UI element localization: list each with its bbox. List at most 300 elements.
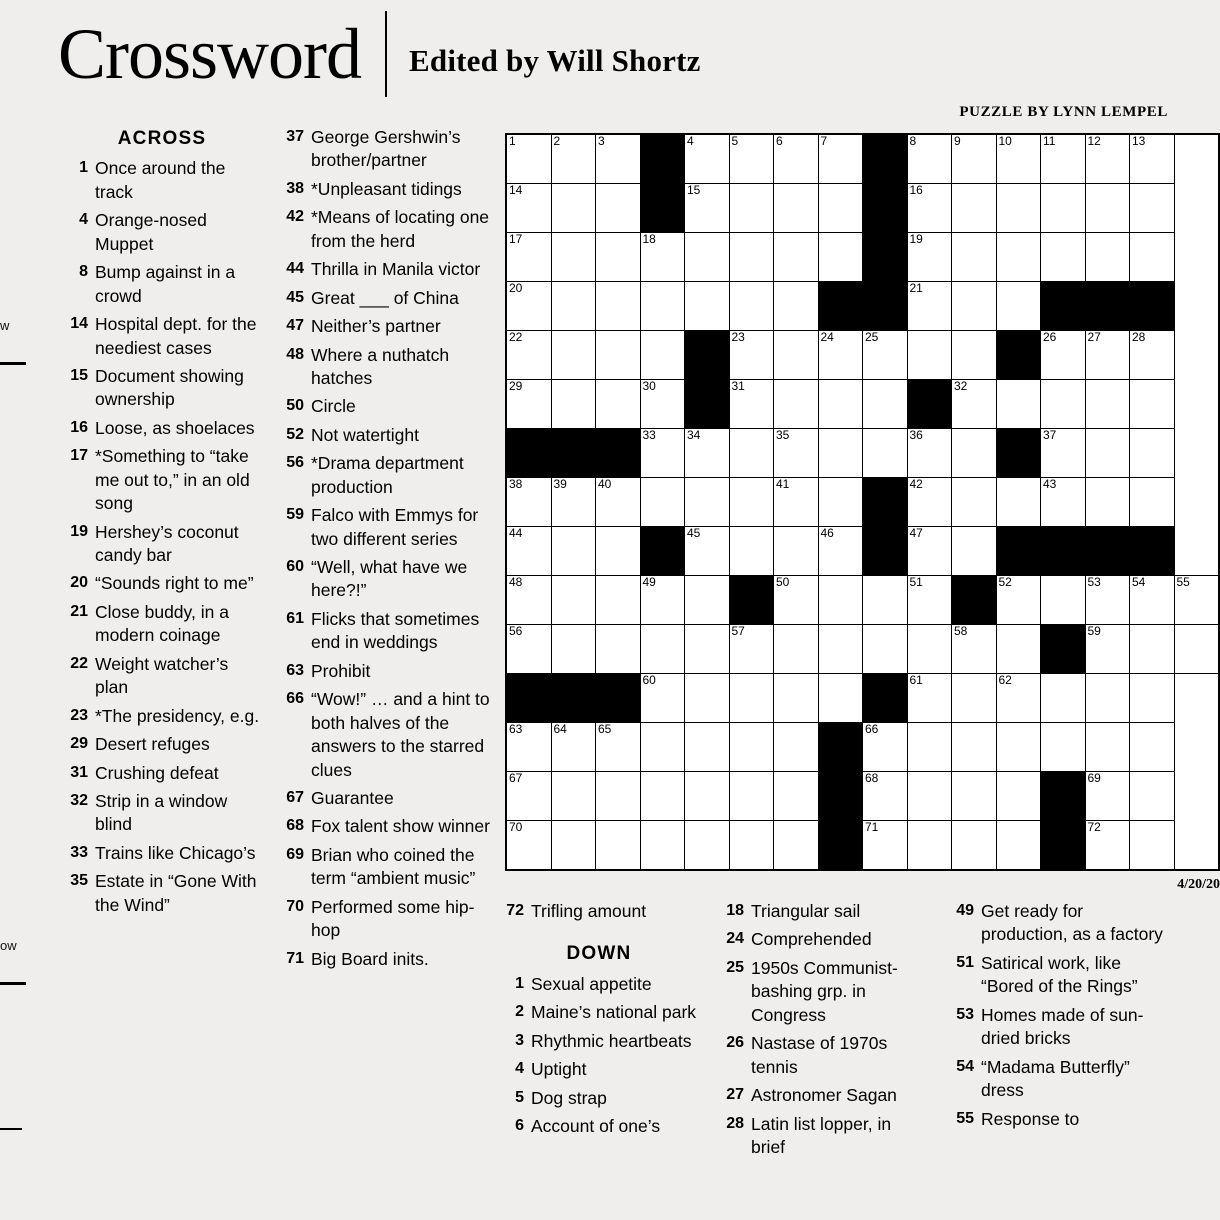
- list-item[interactable]: [498, 900, 700, 923]
- grid-cell[interactable]: [729, 772, 774, 821]
- grid-cell[interactable]: [818, 625, 863, 674]
- grid-cell[interactable]: [774, 674, 819, 723]
- list-item[interactable]: [62, 445, 262, 515]
- margin-rule-bottom: [0, 982, 26, 985]
- grid-cell[interactable]: [1041, 233, 1086, 282]
- grid-cell[interactable]: [640, 233, 685, 282]
- grid-cell[interactable]: [685, 772, 730, 821]
- list-item[interactable]: [62, 653, 262, 700]
- grid-cell[interactable]: [907, 625, 952, 674]
- grid-cell[interactable]: [729, 380, 774, 429]
- grid-cell[interactable]: [996, 821, 1041, 871]
- grid-cell[interactable]: [551, 576, 596, 625]
- grid-cell[interactable]: [596, 184, 641, 233]
- grid-cell[interactable]: [996, 723, 1041, 772]
- grid-cell[interactable]: [1085, 723, 1130, 772]
- grid-cell[interactable]: [596, 723, 641, 772]
- grid-cell-number: 2: [553, 134, 561, 148]
- grid-cell[interactable]: [596, 478, 641, 527]
- grid-cell[interactable]: [818, 527, 863, 576]
- grid-cell[interactable]: [506, 772, 551, 821]
- grid-cell[interactable]: [551, 331, 596, 380]
- grid-cell[interactable]: [729, 184, 774, 233]
- grid-cell[interactable]: [818, 478, 863, 527]
- grid-cell[interactable]: [506, 380, 551, 429]
- grid-cell[interactable]: [774, 134, 819, 184]
- grid-cell[interactable]: [1041, 380, 1086, 429]
- list-item[interactable]: [62, 870, 262, 917]
- grid-cell[interactable]: [907, 282, 952, 331]
- clue-text: Weight watcher’s plan: [95, 653, 229, 698]
- list-item[interactable]: [278, 287, 490, 310]
- grid-cell[interactable]: [1085, 478, 1130, 527]
- grid-cell[interactable]: [863, 821, 908, 871]
- grid-block-cell: [863, 282, 908, 331]
- grid-cell[interactable]: [1130, 429, 1175, 478]
- list-item[interactable]: [278, 178, 490, 201]
- grid-cell[interactable]: [640, 380, 685, 429]
- grid-cell[interactable]: [996, 134, 1041, 184]
- grid-cell[interactable]: [774, 429, 819, 478]
- puzzle-byline: PUZZLE BY LYNN LEMPEL: [959, 104, 1168, 120]
- grid-cell[interactable]: [1130, 821, 1175, 871]
- grid-cell[interactable]: [596, 527, 641, 576]
- grid-cell[interactable]: [907, 723, 952, 772]
- grid-cell[interactable]: [551, 184, 596, 233]
- grid-cell[interactable]: [685, 282, 730, 331]
- grid-cell[interactable]: [1041, 429, 1086, 478]
- grid-cell[interactable]: [863, 576, 908, 625]
- grid-cell[interactable]: [1130, 576, 1175, 625]
- grid-cell[interactable]: [685, 576, 730, 625]
- grid-cell[interactable]: [551, 380, 596, 429]
- grid-cell[interactable]: [1130, 233, 1175, 282]
- grid-cell[interactable]: [596, 134, 641, 184]
- list-item[interactable]: [62, 790, 262, 837]
- list-item[interactable]: [62, 157, 262, 204]
- grid-cell[interactable]: [729, 723, 774, 772]
- grid-cell[interactable]: [506, 625, 551, 674]
- grid-cell[interactable]: [818, 134, 863, 184]
- grid-cell[interactable]: [685, 723, 730, 772]
- grid-cell[interactable]: [952, 233, 997, 282]
- clue-number: 6: [515, 1117, 524, 1135]
- grid-cell[interactable]: [996, 282, 1041, 331]
- list-item[interactable]: [498, 973, 700, 996]
- list-item[interactable]: [62, 733, 262, 756]
- grid-cell[interactable]: [952, 478, 997, 527]
- list-item[interactable]: [62, 521, 262, 568]
- clue-number: 4: [79, 211, 88, 229]
- list-item[interactable]: [718, 1032, 928, 1079]
- grid-cell[interactable]: [952, 821, 997, 871]
- grid-cell[interactable]: [685, 429, 730, 478]
- grid-cell[interactable]: [818, 429, 863, 478]
- grid-cell[interactable]: [818, 233, 863, 282]
- grid-cell[interactable]: [952, 772, 997, 821]
- grid-cell[interactable]: [551, 134, 596, 184]
- grid-cell[interactable]: [640, 772, 685, 821]
- grid-cell[interactable]: [774, 772, 819, 821]
- grid-cell[interactable]: [1130, 625, 1175, 674]
- grid-cell[interactable]: [551, 527, 596, 576]
- grid-table[interactable]: [505, 133, 1220, 871]
- grid-cell[interactable]: [774, 331, 819, 380]
- grid-cell[interactable]: [1041, 331, 1086, 380]
- grid-cell[interactable]: [996, 184, 1041, 233]
- grid-row: [506, 282, 1219, 331]
- grid-cell[interactable]: [1085, 772, 1130, 821]
- grid-cell[interactable]: [640, 478, 685, 527]
- grid-cell[interactable]: [1085, 625, 1130, 674]
- masthead-divider: [385, 11, 387, 97]
- clue-text: Loose, as shoelaces: [95, 417, 255, 438]
- grid-cell[interactable]: [952, 429, 997, 478]
- grid-cell[interactable]: [729, 821, 774, 871]
- grid-cell[interactable]: [685, 478, 730, 527]
- list-item[interactable]: [718, 1084, 928, 1107]
- list-item[interactable]: [278, 896, 490, 943]
- list-item[interactable]: [948, 1108, 1166, 1131]
- grid-cell-number: 3: [598, 134, 605, 148]
- list-item[interactable]: [278, 504, 490, 551]
- grid-cell-number: 60: [642, 673, 656, 687]
- grid-cell[interactable]: [551, 821, 596, 871]
- grid-cell[interactable]: [640, 821, 685, 871]
- grid-cell[interactable]: [952, 282, 997, 331]
- grid-cell[interactable]: [640, 674, 685, 723]
- grid-cell[interactable]: [1130, 674, 1175, 723]
- grid-cell[interactable]: [685, 233, 730, 282]
- grid-cell[interactable]: [506, 233, 551, 282]
- clue-text: *Means of locating one from the herd: [311, 207, 490, 251]
- grid-cell-number: 26: [1043, 330, 1057, 344]
- down-column-3: [948, 900, 1166, 1136]
- grid-cell[interactable]: [640, 331, 685, 380]
- grid-cell[interactable]: [863, 625, 908, 674]
- grid-cell[interactable]: [774, 527, 819, 576]
- list-item[interactable]: [498, 1115, 700, 1138]
- grid-cell[interactable]: [952, 134, 997, 184]
- list-item[interactable]: [278, 206, 490, 253]
- grid-cell[interactable]: [1085, 821, 1130, 871]
- clue-text: Document showing ownership: [95, 365, 244, 410]
- list-item[interactable]: [718, 928, 928, 951]
- grid-cell[interactable]: [1085, 380, 1130, 429]
- list-item[interactable]: [278, 608, 490, 655]
- clue-text: Response to: [981, 1108, 1080, 1129]
- clue-number: 72: [506, 902, 524, 919]
- grid-cell[interactable]: [907, 233, 952, 282]
- list-item[interactable]: [498, 1058, 700, 1081]
- clue-number: 35: [70, 872, 88, 890]
- grid-cell[interactable]: [551, 625, 596, 674]
- clue-number: 16: [70, 418, 88, 436]
- list-item[interactable]: [948, 1056, 1166, 1103]
- grid-cell[interactable]: [596, 625, 641, 674]
- grid-cell[interactable]: [506, 184, 551, 233]
- grid-cell-number: 20: [509, 281, 523, 295]
- list-item[interactable]: [498, 1087, 700, 1110]
- grid-cell[interactable]: [1130, 723, 1175, 772]
- grid-cell[interactable]: [996, 233, 1041, 282]
- grid-cell[interactable]: [774, 184, 819, 233]
- list-item[interactable]: [718, 957, 928, 1027]
- grid-cell-number: 65: [598, 722, 612, 736]
- grid-cell[interactable]: [506, 576, 551, 625]
- grid-cell[interactable]: [596, 772, 641, 821]
- grid-cell[interactable]: [818, 674, 863, 723]
- grid-cell[interactable]: [863, 380, 908, 429]
- grid-cell[interactable]: [596, 380, 641, 429]
- grid-cell[interactable]: [1085, 184, 1130, 233]
- grid-cell[interactable]: [685, 184, 730, 233]
- list-item[interactable]: [278, 660, 490, 683]
- grid-cell[interactable]: [551, 772, 596, 821]
- grid-cell[interactable]: [907, 184, 952, 233]
- grid-cell[interactable]: [1130, 184, 1175, 233]
- clue-text: “Well, what have we here?!”: [311, 557, 468, 601]
- grid-cell[interactable]: [863, 331, 908, 380]
- grid-cell[interactable]: [506, 723, 551, 772]
- clue-text: Performed some hip-hop: [311, 896, 475, 941]
- grid-cell[interactable]: [818, 331, 863, 380]
- grid-cell[interactable]: [506, 478, 551, 527]
- grid-cell[interactable]: [952, 380, 997, 429]
- grid-cell[interactable]: [729, 233, 774, 282]
- grid-block-cell: [1041, 625, 1086, 674]
- grid-cell[interactable]: [596, 331, 641, 380]
- grid-cell[interactable]: [863, 772, 908, 821]
- grid-cell[interactable]: [685, 821, 730, 871]
- grid-block-cell: [996, 527, 1041, 576]
- list-item[interactable]: [498, 1001, 700, 1024]
- list-item[interactable]: [278, 395, 490, 418]
- grid-cell[interactable]: [596, 282, 641, 331]
- grid-cell[interactable]: [640, 576, 685, 625]
- grid-cell[interactable]: [1130, 772, 1175, 821]
- grid-cell[interactable]: [774, 282, 819, 331]
- grid-cell[interactable]: [551, 233, 596, 282]
- list-item[interactable]: [62, 313, 262, 360]
- list-item[interactable]: [278, 688, 490, 782]
- grid-block-cell: [863, 184, 908, 233]
- list-item[interactable]: [278, 556, 490, 603]
- grid-cell[interactable]: [774, 233, 819, 282]
- grid-cell[interactable]: [729, 282, 774, 331]
- clue-number: 23: [70, 706, 88, 724]
- clue-text: 1950s Communist-bashing grp. in Congress: [751, 957, 898, 1025]
- grid-cell[interactable]: [506, 331, 551, 380]
- grid-cell[interactable]: [551, 282, 596, 331]
- grid-block-cell: [818, 821, 863, 871]
- clue-text: Falco with Emmys for two different series: [311, 505, 479, 549]
- grid-cell[interactable]: [907, 331, 952, 380]
- clue-text: Big Board inits.: [311, 948, 429, 969]
- grid-cell[interactable]: [907, 527, 952, 576]
- grid-cell[interactable]: [729, 134, 774, 184]
- grid-cell[interactable]: [640, 723, 685, 772]
- clue-number: 19: [70, 522, 88, 540]
- grid-cell[interactable]: [907, 576, 952, 625]
- grid-cell[interactable]: [729, 674, 774, 723]
- grid-block-cell: [551, 429, 596, 478]
- grid-cell[interactable]: [685, 625, 730, 674]
- clue-text: Estate in “Gone With the Wind”: [95, 871, 257, 915]
- grid-cell[interactable]: [596, 233, 641, 282]
- grid-cell[interactable]: [506, 821, 551, 871]
- grid-cell[interactable]: [952, 331, 997, 380]
- grid-cell[interactable]: [952, 625, 997, 674]
- crossword-grid[interactable]: [505, 133, 1220, 892]
- list-item[interactable]: [62, 365, 262, 412]
- grid-cell[interactable]: [729, 331, 774, 380]
- grid-cell[interactable]: [596, 821, 641, 871]
- grid-cell[interactable]: [1085, 674, 1130, 723]
- clue-number: 8: [79, 263, 88, 281]
- list-item[interactable]: [62, 705, 262, 728]
- grid-cell[interactable]: [774, 478, 819, 527]
- clue-text: *The presidency, e.g.: [95, 705, 260, 726]
- grid-cell-number: 32: [954, 379, 968, 393]
- list-item[interactable]: [278, 815, 490, 838]
- grid-cell[interactable]: [952, 527, 997, 576]
- grid-cell[interactable]: [1174, 625, 1219, 674]
- grid-cell[interactable]: [1041, 478, 1086, 527]
- list-item[interactable]: [278, 424, 490, 447]
- list-item[interactable]: [278, 787, 490, 810]
- grid-cell[interactable]: [1130, 331, 1175, 380]
- grid-cell[interactable]: [863, 429, 908, 478]
- down-column-2: [718, 900, 928, 1164]
- grid-cell[interactable]: [907, 429, 952, 478]
- grid-cell[interactable]: [1130, 380, 1175, 429]
- list-item[interactable]: [62, 762, 262, 785]
- grid-cell[interactable]: [907, 772, 952, 821]
- grid-cell[interactable]: [1041, 576, 1086, 625]
- grid-cell[interactable]: [596, 576, 641, 625]
- grid-cell[interactable]: [818, 380, 863, 429]
- grid-cell-number: 38: [509, 477, 523, 491]
- grid-cell[interactable]: [1041, 184, 1086, 233]
- grid-cell[interactable]: [729, 478, 774, 527]
- grid-cell[interactable]: [729, 527, 774, 576]
- grid-cell[interactable]: [1085, 134, 1130, 184]
- list-item[interactable]: [718, 1113, 928, 1160]
- grid-cell[interactable]: [996, 576, 1041, 625]
- grid-cell-number: 41: [776, 477, 790, 491]
- clue-number: 3: [515, 1031, 524, 1049]
- grid-cell[interactable]: [685, 134, 730, 184]
- grid-cell[interactable]: [640, 429, 685, 478]
- grid-cell[interactable]: [685, 527, 730, 576]
- grid-cell[interactable]: [996, 478, 1041, 527]
- list-item[interactable]: [278, 948, 490, 971]
- grid-cell[interactable]: [506, 527, 551, 576]
- list-item[interactable]: [62, 601, 262, 648]
- grid-cell-number: 4: [687, 134, 694, 148]
- grid-cell[interactable]: [640, 625, 685, 674]
- list-item[interactable]: [278, 258, 490, 281]
- list-item[interactable]: [718, 900, 928, 923]
- grid-cell[interactable]: [506, 134, 551, 184]
- grid-row: [506, 772, 1219, 821]
- grid-cell[interactable]: [996, 380, 1041, 429]
- grid-cell[interactable]: [551, 478, 596, 527]
- grid-cell[interactable]: [774, 723, 819, 772]
- list-item[interactable]: [278, 315, 490, 338]
- list-item[interactable]: [948, 900, 1166, 947]
- grid-block-cell: [907, 380, 952, 429]
- list-item[interactable]: [62, 572, 262, 595]
- grid-cell[interactable]: [952, 674, 997, 723]
- clue-number: 49: [956, 902, 974, 919]
- list-item[interactable]: [498, 1030, 700, 1053]
- grid-cell[interactable]: [1041, 674, 1086, 723]
- grid-cell[interactable]: [952, 184, 997, 233]
- grid-cell[interactable]: [996, 625, 1041, 674]
- list-item[interactable]: [278, 452, 490, 499]
- list-item[interactable]: [278, 126, 490, 173]
- clue-text: Orange-nosed Muppet: [95, 210, 207, 254]
- grid-cell[interactable]: [907, 478, 952, 527]
- list-item[interactable]: [278, 344, 490, 391]
- grid-cell[interactable]: [907, 134, 952, 184]
- grid-cell[interactable]: [1130, 478, 1175, 527]
- list-item[interactable]: [62, 417, 262, 440]
- list-item[interactable]: [948, 1004, 1166, 1051]
- grid-cell[interactable]: [685, 674, 730, 723]
- grid-cell[interactable]: [774, 576, 819, 625]
- grid-cell[interactable]: [996, 674, 1041, 723]
- grid-cell-number: 27: [1087, 330, 1101, 344]
- list-item[interactable]: [948, 952, 1166, 999]
- grid-cell[interactable]: [729, 429, 774, 478]
- list-item[interactable]: [62, 261, 262, 308]
- grid-cell[interactable]: [818, 184, 863, 233]
- grid-cell-number: 71: [865, 820, 879, 834]
- grid-cell[interactable]: [1174, 576, 1219, 625]
- grid-cell[interactable]: [774, 821, 819, 871]
- grid-cell[interactable]: [1041, 134, 1086, 184]
- grid-cell[interactable]: [551, 723, 596, 772]
- clue-text: Hershey’s coconut candy bar: [95, 521, 239, 566]
- list-item[interactable]: [62, 842, 262, 865]
- grid-cell[interactable]: [640, 282, 685, 331]
- grid-cell[interactable]: [952, 723, 997, 772]
- grid-cell[interactable]: [1041, 723, 1086, 772]
- grid-cell[interactable]: [996, 772, 1041, 821]
- list-item[interactable]: [62, 209, 262, 256]
- grid-cell[interactable]: [818, 576, 863, 625]
- grid-cell[interactable]: [1130, 134, 1175, 184]
- grid-cell[interactable]: [1085, 576, 1130, 625]
- grid-cell[interactable]: [729, 625, 774, 674]
- grid-cell-number: 9: [954, 134, 961, 148]
- grid-cell[interactable]: [1085, 429, 1130, 478]
- grid-cell[interactable]: [907, 674, 952, 723]
- grid-cell[interactable]: [774, 380, 819, 429]
- grid-cell[interactable]: [774, 625, 819, 674]
- grid-cell[interactable]: [907, 821, 952, 871]
- grid-cell[interactable]: [1085, 233, 1130, 282]
- list-item[interactable]: [278, 844, 490, 891]
- grid-cell[interactable]: [506, 282, 551, 331]
- grid-cell-number: 33: [642, 428, 656, 442]
- grid-cell[interactable]: [1085, 331, 1130, 380]
- grid-row: [506, 527, 1219, 576]
- grid-cell[interactable]: [863, 723, 908, 772]
